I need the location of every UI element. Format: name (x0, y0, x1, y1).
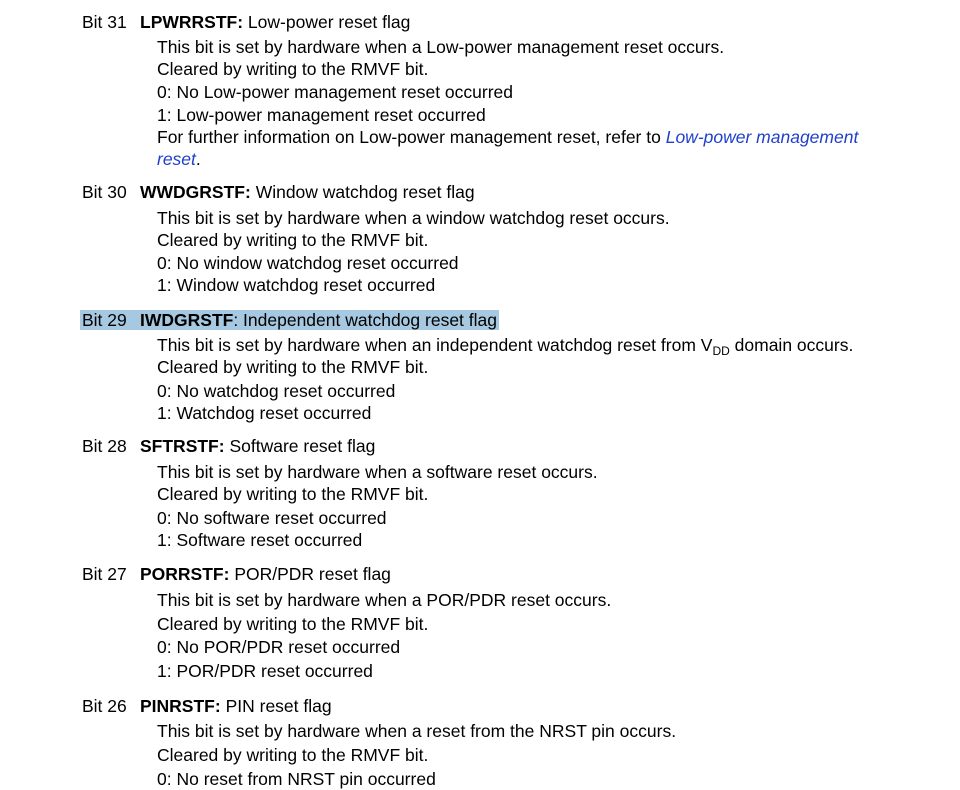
bit28-heading (82, 435, 375, 457)
vdd-subscript: DD (712, 344, 730, 358)
bit30-desc: This bit is set by hardware when a window watchdog reset occurs. (157, 208, 670, 228)
bit27-value0: 0: No POR/PDR reset occurred (157, 637, 401, 657)
bit31-clear: Cleared by writing to the RMVF bit. (157, 59, 429, 79)
reference-text: For further information on Low-power management reset, refer to (157, 127, 666, 147)
bit26-desc: This bit is set by hardware when a reset from the NRST pin occurs. (157, 721, 677, 741)
field-title: : Independent watchdog reset flag (233, 310, 497, 330)
bit31-reference-cont (157, 148, 201, 170)
desc-text-end: domain occurs. (729, 335, 854, 355)
bit-number: Bit 29 (82, 310, 127, 330)
bit28-value1: 1: Software reset occurred (157, 530, 363, 550)
field-name: PORRSTF: (140, 564, 230, 584)
bit31-value1: 1: Low-power management reset occurred (157, 105, 486, 125)
field-name: LPWRRSTF: (140, 12, 244, 32)
bit28-desc: This bit is set by hardware when a software reset occurs. (157, 462, 598, 482)
bit31-value0: 0: No Low-power management reset occurred (157, 82, 514, 102)
bit27-value1: 1: POR/PDR reset occurred (157, 661, 373, 681)
field-title: PIN reset flag (225, 696, 332, 716)
bit30-value1: 1: Window watchdog reset occurred (157, 275, 436, 295)
bit-number: Bit 28 (82, 436, 127, 456)
field-title: POR/PDR reset flag (234, 564, 391, 584)
field-title: Software reset flag (229, 436, 376, 456)
bit29-clear: Cleared by writing to the RMVF bit. (157, 357, 429, 377)
field-name: WWDGRSTF: (140, 182, 251, 202)
bit30-heading (82, 181, 475, 203)
bit26-clear: Cleared by writing to the RMVF bit. (157, 745, 429, 765)
selection-highlight (80, 310, 499, 330)
low-power-reset-link[interactable]: Low-power management (665, 127, 859, 147)
bit-number: Bit 31 (82, 12, 127, 32)
bit29-value0: 0: No watchdog reset occurred (157, 381, 396, 401)
bit29-desc (157, 334, 853, 356)
bit-number: Bit 27 (82, 564, 127, 584)
field-name: IWDGRSTF (140, 310, 234, 330)
field-name: SFTRSTF: (140, 436, 225, 456)
bit27-clear: Cleared by writing to the RMVF bit. (157, 614, 429, 634)
bit27-heading (82, 563, 391, 585)
bit-number: Bit 26 (82, 696, 127, 716)
bit31-heading (82, 11, 410, 33)
bit30-clear: Cleared by writing to the RMVF bit. (157, 230, 429, 250)
bit26-value0: 0: No reset from NRST pin occurred (157, 769, 436, 789)
bit30-value0: 0: No window watchdog reset occurred (157, 253, 459, 273)
field-name: PINRSTF: (140, 696, 221, 716)
bit-number: Bit 30 (82, 182, 127, 202)
desc-text: This bit is set by hardware when an independent watchdog reset from V (157, 335, 713, 355)
field-title: Low-power reset flag (247, 12, 411, 32)
bit28-value0: 0: No software reset occurred (157, 508, 387, 528)
bit26-heading (82, 695, 332, 717)
bit29-value1: 1: Watchdog reset occurred (157, 403, 372, 423)
bit31-reference (157, 126, 858, 148)
bit29-heading (82, 309, 499, 331)
field-title: Window watchdog reset flag (255, 182, 475, 202)
low-power-reset-link-cont[interactable]: reset (157, 149, 196, 169)
bit28-clear: Cleared by writing to the RMVF bit. (157, 484, 429, 504)
reference-period: . (195, 149, 201, 169)
bit31-desc: This bit is set by hardware when a Low-power management reset occurs. (157, 37, 725, 57)
bit27-desc: This bit is set by hardware when a POR/PDR reset occurs. (157, 590, 612, 610)
